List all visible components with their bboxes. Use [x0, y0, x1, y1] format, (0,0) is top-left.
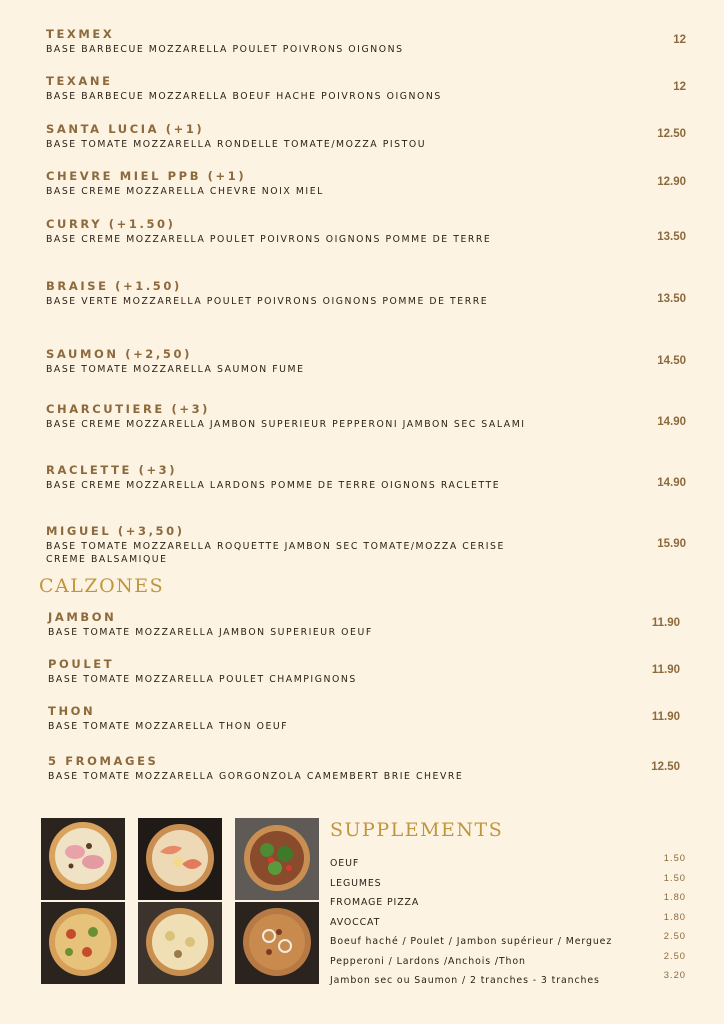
item-description: BASE TOMATE MOZZARELLA RONDELLE TOMATE/MOZZA PISTOU: [46, 139, 427, 150]
pizza-photo-ham: [41, 818, 125, 900]
item-description: BASE TOMATE MOZZARELLA JAMBON SUPERIEUR OEUF: [48, 627, 373, 638]
item-name: CURRY (+1.50): [46, 217, 176, 231]
item-name: RACLETTE (+3): [46, 463, 178, 477]
menu-item: [48, 610, 680, 639]
item-price: 12.50: [651, 761, 680, 773]
item-description: BASE BARBECUE MOZZARELLA POULET POIVRONS OIGNONS: [46, 44, 404, 55]
item-description: BASE TOMATE MOZZARELLA ROQUETTE JAMBON SEC TOMATE/MOZZA CERISE CREME BALSAMIQUE: [46, 541, 505, 565]
item-price: 14.90: [657, 477, 686, 489]
menu-item: [46, 169, 686, 198]
calzones-title: CALZONES: [39, 575, 165, 597]
item-name: TEXMEX: [46, 27, 115, 41]
item-description: BASE CREME MOZZARELLA JAMBON SUPERIEUR PEPPERONI JAMBON SEC SALAMI: [46, 419, 526, 430]
item-price: 12.50: [657, 128, 686, 140]
supplement-label: Pepperoni / Lardons /Anchois /Thon: [330, 955, 526, 967]
item-price: 14.90: [657, 416, 686, 428]
item-price: 12.90: [657, 176, 686, 188]
menu-item: [46, 524, 686, 566]
menu-item: [46, 402, 686, 431]
list-item: [330, 929, 686, 949]
menu-item: [46, 217, 686, 246]
pizza-photo-veggie: [41, 902, 125, 984]
menu-item: [48, 657, 680, 686]
item-description: BASE TOMATE MOZZARELLA POULET CHAMPIGNONS: [48, 674, 357, 685]
supplement-label: FROMAGE PIZZA: [330, 897, 420, 908]
item-price: 11.90: [651, 617, 680, 629]
item-name: BRAISE (+1.50): [46, 279, 182, 293]
item-description: BASE CREME MOZZARELLA POULET POIVRONS OIGNONS POMME DE TERRE: [46, 234, 492, 245]
item-description: BASE BARBECUE MOZZARELLA BOEUF HACHE POIVRONS OIGNONS: [46, 91, 442, 102]
supplement-label: AVOCCAT: [330, 916, 381, 928]
supplement-price: 1.50: [663, 871, 686, 883]
supplement-price: 3.20: [663, 969, 686, 980]
item-price: 13.50: [657, 231, 686, 243]
item-price: 13.50: [657, 293, 686, 305]
pizza-photo-onion: [235, 902, 319, 984]
item-description: BASE TOMATE MOZZARELLA GORGONZOLA CAMEMBERT BRIE CHEVRE: [48, 771, 464, 782]
supplement-label: Jambon sec ou Saumon / 2 tranches - 3 tranches: [330, 975, 600, 986]
menu-item: [46, 347, 686, 376]
item-name: JAMBON: [48, 610, 117, 624]
menu-item: [46, 463, 686, 492]
menu-item: [46, 122, 686, 151]
menu-item: [48, 754, 680, 783]
item-description: BASE TOMATE MOZZARELLA THON OEUF: [48, 721, 289, 732]
supplement-label: OEUF: [330, 858, 360, 869]
item-name: TEXANE: [46, 74, 113, 88]
item-name: CHEVRE MIEL PPB (+1): [46, 169, 247, 183]
item-price: 12: [673, 81, 686, 93]
supplement-price: 1.80: [663, 891, 686, 902]
list-item: [330, 890, 686, 910]
item-name: MIGUEL (+3,50): [46, 524, 185, 538]
item-name: SANTA LUCIA (+1): [46, 122, 205, 136]
menu-item: [46, 27, 686, 56]
pizza-photo-grid: [41, 818, 321, 986]
pizza-photo-cream: [138, 902, 222, 984]
item-name: POULET: [48, 657, 115, 671]
supplements-list: [330, 851, 686, 988]
supplement-price: 1.80: [663, 910, 686, 922]
item-price: 15.90: [657, 538, 686, 550]
menu-item: [46, 74, 686, 103]
supplement-label: Boeuf haché / Poulet / Jambon supérieur / Merguez: [330, 936, 613, 947]
pizza-photo-rocket: [235, 818, 319, 900]
supplement-label: LEGUMES: [330, 877, 382, 889]
supplement-price: 2.50: [663, 930, 686, 941]
item-name: THON: [48, 704, 96, 718]
item-description: BASE VERTE MOZZARELLA POULET POIVRONS OIGNONS POMME DE TERRE: [46, 296, 489, 307]
item-description: BASE CREME MOZZARELLA LARDONS POMME DE TERRE OIGNONS RACLETTE: [46, 480, 501, 491]
list-item: [330, 910, 686, 930]
menu-item: [46, 279, 686, 308]
menu-item: [48, 704, 680, 733]
supplement-price: 2.50: [663, 949, 686, 961]
supplements-title: SUPPLEMENTS: [330, 819, 504, 841]
item-price: 12: [673, 34, 686, 46]
list-item: [330, 871, 686, 891]
list-item: [330, 949, 686, 969]
list-item: [330, 851, 686, 871]
item-name: CHARCUTIERE (+3): [46, 402, 211, 416]
list-item: [330, 968, 686, 988]
item-price: 11.90: [651, 664, 680, 676]
item-name: 5 FROMAGES: [48, 754, 159, 768]
supplement-price: 1.50: [663, 852, 686, 863]
item-description: BASE TOMATE MOZZARELLA SAUMON FUME: [46, 364, 305, 375]
pizza-photo-salmon: [138, 818, 222, 900]
item-price: 14.50: [657, 355, 686, 367]
item-name: SAUMON (+2,50): [46, 347, 192, 361]
item-price: 11.90: [651, 711, 680, 723]
item-description: BASE CREME MOZZARELLA CHEVRE NOIX MIEL: [46, 186, 324, 197]
